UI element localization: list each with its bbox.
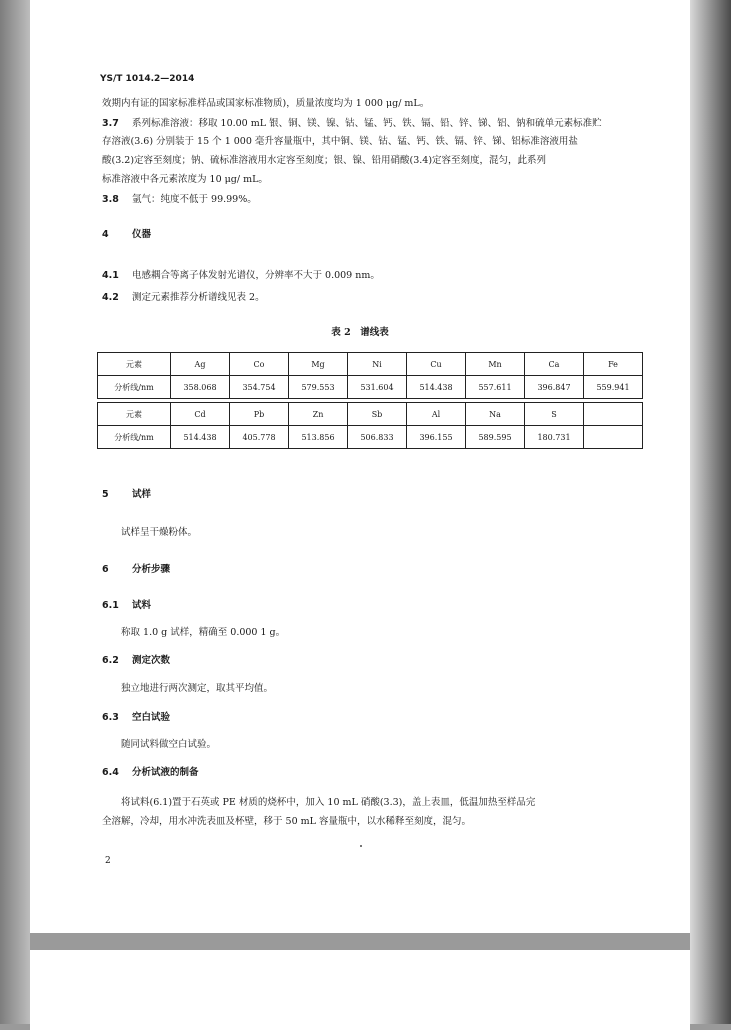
viewer-left-edge	[0, 0, 30, 1024]
table-row	[98, 403, 643, 426]
table-cell: Mg	[289, 353, 348, 376]
table-cell: Zn	[289, 403, 348, 426]
table-cell: 531.604	[348, 376, 407, 399]
section-number: 6.2	[102, 655, 119, 666]
viewer-right-edge	[690, 0, 731, 1024]
section-number: 3.7	[102, 118, 119, 129]
table-cell: 396.155	[407, 426, 466, 449]
text-line: 全溶解，冷却，用水冲洗表皿及杯壁，移于 50 mL 容量瓶中，以水稀释至刻度，混匀。	[102, 816, 471, 827]
heading-text: 试样	[132, 489, 152, 500]
heading-text: 试料	[132, 600, 152, 611]
section-3-8	[102, 193, 257, 207]
table-cell: Pb	[230, 403, 289, 426]
section-number: 5	[102, 489, 109, 500]
heading-text: 测定次数	[132, 655, 171, 666]
row-label-line: 分析线/nm	[98, 426, 171, 449]
heading-text: 分析试液的制备	[132, 767, 199, 778]
table-cell: Ni	[348, 353, 407, 376]
text-line: 随同试料做空白试验。	[121, 739, 217, 750]
text-line: 酸(3.2)定容至刻度；钠、硫标准溶液用水定容至刻度；银、镍、铅用硝酸(3.4)定容至刻度，混匀，此系列	[102, 155, 547, 166]
section-number: 4.1	[102, 270, 119, 281]
section-6-2-heading	[102, 654, 170, 668]
table-cell: 405.778	[230, 426, 289, 449]
table-cell	[584, 426, 643, 449]
section-number: 6.4	[102, 767, 119, 778]
table-cell: 559.941	[584, 376, 643, 399]
row-label-element: 元素	[98, 353, 171, 376]
row-label-element: 元素	[98, 403, 171, 426]
table-cell: Ca	[525, 353, 584, 376]
table-cell: Fe	[584, 353, 643, 376]
table-cell: 180.731	[525, 426, 584, 449]
section-number: 6.1	[102, 600, 119, 611]
text-line: 独立地进行两次测定，取其平均值。	[121, 683, 274, 694]
spectral-lines-table	[97, 352, 643, 449]
text-line: 将试料(6.1)置于石英或 PE 材质的烧杯中，加入 10 mL 硝酸(3.3)，盖上表皿，低温加热至样品完	[121, 797, 536, 808]
table-cell: 514.438	[171, 426, 230, 449]
section-number: 3.8	[102, 194, 119, 205]
text-line: 系列标准溶液：移取 10.00 mL 银、铜、镁、镍、钴、锰、钙、铁、镉、铅、锌、锑、铝、钠和硫单元素标准贮	[132, 118, 602, 129]
table-cell: 557.611	[466, 376, 525, 399]
section-number: 4.2	[102, 292, 119, 303]
table-cell: 396.847	[525, 376, 584, 399]
section-4-1	[102, 269, 380, 283]
section-number: 6.3	[102, 712, 119, 723]
next-page-preview	[30, 950, 690, 1030]
section-number: 4	[102, 229, 109, 240]
table-cell: 354.754	[230, 376, 289, 399]
heading-text: 空白试验	[132, 712, 171, 723]
table-cell: Cu	[407, 353, 466, 376]
row-label-line: 分析线/nm	[98, 376, 171, 399]
heading-text: 分析步骤	[132, 564, 171, 575]
table-cell: S	[525, 403, 584, 426]
text-line: 标准溶液中各元素浓度为 10 μg/ mL。	[102, 174, 268, 185]
section-6-1-heading	[102, 599, 151, 613]
table-cell: 579.553	[289, 376, 348, 399]
table-cell	[584, 403, 643, 426]
table-cell: 358.068	[171, 376, 230, 399]
page-number: 2	[105, 856, 111, 866]
section-number: 6	[102, 564, 109, 575]
table-cell: Cd	[171, 403, 230, 426]
section-4-heading	[102, 228, 151, 242]
text-line: 称取 1.0 g 试样，精确至 0.000 1 g。	[121, 627, 286, 638]
table-cell: Al	[407, 403, 466, 426]
table-row	[98, 426, 643, 449]
text-line: 存溶液(3.6) 分别装于 15 个 1 000 毫升容量瓶中，其中铜、镁、钴、锰、钙、铁、镉、锌、锑、铝标准溶液用盐	[102, 136, 578, 147]
section-6-4-heading	[102, 766, 199, 780]
text-line: 氩气：纯度不低于 99.99%。	[132, 194, 257, 205]
text-line: 试样呈干燥粉体。	[121, 527, 198, 538]
standard-header: YS/T 1014.2—2014	[100, 74, 195, 84]
table-row	[98, 376, 643, 399]
text-line: 测定元素推荐分析谱线见表 2。	[132, 292, 265, 303]
section-6-heading	[102, 563, 170, 577]
table-cell: Na	[466, 403, 525, 426]
table-cell: 506.833	[348, 426, 407, 449]
text-line: 效期内有证的国家标准样品或国家标准物质)，质量浓度均为 1 000 μg/ mL。	[102, 98, 430, 109]
table-cell: Co	[230, 353, 289, 376]
table-cell: Sb	[348, 403, 407, 426]
document-page	[30, 0, 690, 933]
table-cell: 589.595	[466, 426, 525, 449]
table-cell: 513.856	[289, 426, 348, 449]
table-caption: 表 2 谱线表	[331, 327, 389, 338]
heading-text: 仪器	[132, 229, 152, 240]
table-cell: 514.438	[407, 376, 466, 399]
section-3-7	[102, 117, 602, 131]
text-line: 电感耦合等离子体发射光谱仪，分辨率不大于 0.009 nm。	[132, 270, 380, 281]
section-4-2	[102, 291, 265, 305]
scan-speck	[360, 845, 362, 847]
section-5-heading	[102, 488, 151, 502]
section-6-3-heading	[102, 711, 170, 725]
table-cell: Mn	[466, 353, 525, 376]
table-row	[98, 353, 643, 376]
table-cell: Ag	[171, 353, 230, 376]
